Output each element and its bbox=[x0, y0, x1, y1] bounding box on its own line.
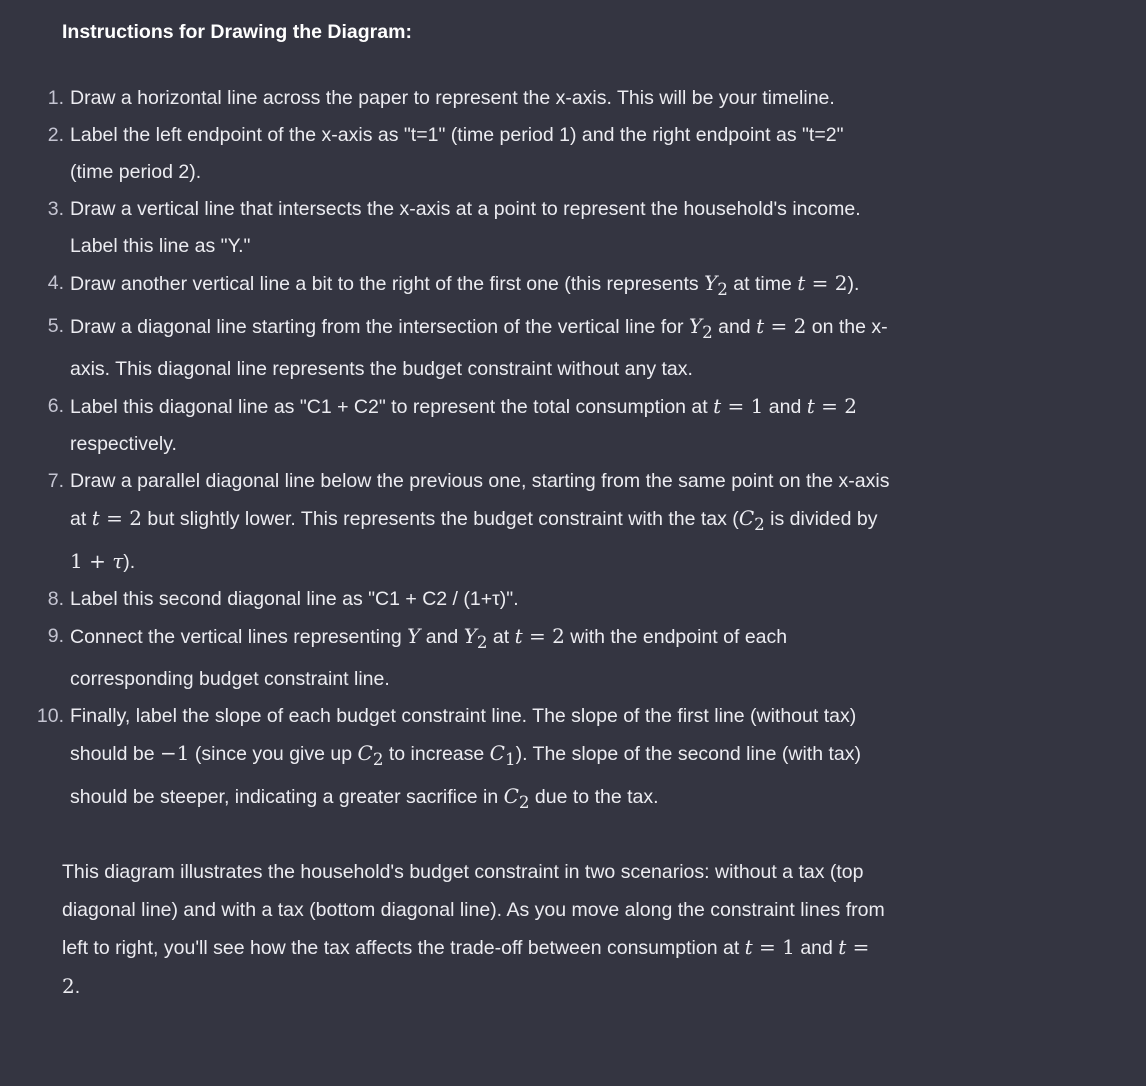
list-item-number: 2. bbox=[47, 124, 64, 146]
list-item bbox=[36, 698, 892, 821]
math-expression: t = 2 bbox=[756, 314, 807, 338]
list-item-number: 5. bbox=[47, 315, 64, 337]
text-run: Connect the vertical lines representing bbox=[70, 626, 408, 648]
text-run: Draw a diagonal line starting from the intersection of the vertical line for bbox=[70, 316, 689, 338]
math-expression: Y bbox=[407, 624, 421, 648]
list-item-text bbox=[70, 191, 892, 265]
text-run: respectively. bbox=[70, 433, 177, 455]
instructions-heading: Instructions for Drawing the Diagram: bbox=[62, 21, 412, 43]
assistant-message bbox=[36, 18, 892, 1026]
text-run: Draw a vertical line that intersects the x-axis at a point to represent the household's income. Label this line as "Y." bbox=[70, 198, 861, 257]
list-item-number: 9. bbox=[47, 625, 64, 647]
list-item bbox=[47, 80, 892, 117]
list-item-text bbox=[70, 308, 892, 388]
list-item-number: 10. bbox=[36, 705, 64, 727]
math-expression: 1 + τ bbox=[70, 549, 124, 573]
math-expression: $C_2$ bbox=[738, 506, 765, 534]
text-run: ). The slope of the second line (with tax) should be steeper, indicating a greater sacrifice in bbox=[70, 743, 861, 808]
list-item-text bbox=[70, 80, 892, 117]
list-item bbox=[47, 463, 892, 581]
text-run: at bbox=[487, 626, 515, 648]
list-item-number: 7. bbox=[47, 470, 64, 492]
text-run: and bbox=[763, 396, 807, 418]
math-expression: $C_1$ bbox=[489, 741, 516, 769]
text-run: and bbox=[712, 316, 757, 338]
list-item bbox=[47, 618, 892, 698]
text-run: Draw another vertical line a bit to the right of the first one (this represents bbox=[70, 273, 705, 295]
text-run: to increase bbox=[383, 743, 490, 765]
list-item-text bbox=[70, 388, 892, 463]
text-run: at time bbox=[727, 273, 798, 295]
math-expression: t = 1 bbox=[744, 935, 795, 959]
math-expression: $C_2$ bbox=[357, 741, 384, 769]
text-run: . bbox=[74, 975, 81, 998]
steps-list bbox=[36, 80, 892, 821]
list-item-text bbox=[70, 698, 892, 821]
math-expression: t = 2 bbox=[62, 935, 870, 998]
list-item-number: 1. bbox=[47, 87, 64, 109]
math-expression: $Y_2$ bbox=[463, 624, 488, 652]
list-item bbox=[47, 191, 892, 265]
text-run: with the endpoint of each corresponding budget constraint line. bbox=[70, 626, 788, 690]
text-run: is divided by bbox=[764, 508, 878, 530]
text-run: and bbox=[794, 937, 839, 959]
text-run: but slightly lower. This represents the budget constraint with the tax ( bbox=[141, 508, 739, 530]
list-item bbox=[47, 308, 892, 388]
list-item bbox=[47, 581, 892, 618]
list-item-text bbox=[70, 265, 892, 308]
text-run: due to the tax. bbox=[529, 786, 659, 808]
text-run: and bbox=[420, 626, 464, 648]
list-item-number: 3. bbox=[47, 198, 64, 220]
text-run: Finally, label the slope of each budget constraint line. The slope of the first line (without tax) should be bbox=[70, 705, 857, 765]
text-run: ). bbox=[123, 551, 136, 573]
math-expression: t = 2 bbox=[514, 624, 565, 648]
math-expression: t = 2 bbox=[806, 394, 857, 418]
list-item-text bbox=[70, 117, 892, 191]
list-item-text bbox=[70, 581, 892, 618]
text-run: Label the left endpoint of the x-axis as "t=1" (time period 1) and the right endpoint as "t=2" (time period 2). bbox=[70, 124, 844, 183]
list-item bbox=[47, 117, 892, 191]
text-run: Label this second diagonal line as "C1 + C2 / (1+τ)". bbox=[70, 588, 519, 610]
text-run: This diagram illustrates the household's budget constraint in two scenarios: without a tax (top diagonal line) and with a tax (bottom diagonal line). As you move along the constraint lines from left to right, you'll see how the tax affects the trade-off between consumption at bbox=[62, 861, 885, 959]
math-expression: $C_2$ bbox=[503, 784, 530, 812]
text-run: Draw a horizontal line across the paper to represent the x-axis. This will be your timeline. bbox=[70, 87, 835, 109]
summary-paragraph bbox=[62, 854, 892, 1006]
math-expression: t = 1 bbox=[713, 394, 764, 418]
list-item-number: 8. bbox=[47, 588, 64, 610]
list-item-number: 4. bbox=[47, 272, 64, 294]
list-item-text bbox=[70, 618, 892, 698]
math-expression: −1 bbox=[160, 741, 190, 765]
list-item bbox=[47, 265, 892, 308]
text-run: Draw a parallel diagonal line below the previous one, starting from the same point on the x-axis at bbox=[70, 470, 890, 530]
math-expression: $Y_2$ bbox=[688, 314, 713, 342]
text-run: Label this diagonal line as "C1 + C2" to represent the total consumption at bbox=[70, 396, 714, 418]
math-expression: t = 2 bbox=[91, 506, 142, 530]
text-run: ). bbox=[847, 273, 860, 295]
list-item-text bbox=[70, 463, 892, 581]
list-item-number: 6. bbox=[47, 395, 64, 417]
text-run: on the x-axis. This diagonal line represents the budget constraint without any tax. bbox=[70, 316, 888, 380]
math-expression: $Y_2$ bbox=[704, 271, 728, 299]
math-expression: t = 2 bbox=[797, 271, 848, 295]
text-run: (since you give up bbox=[189, 743, 358, 765]
list-item bbox=[47, 388, 892, 463]
